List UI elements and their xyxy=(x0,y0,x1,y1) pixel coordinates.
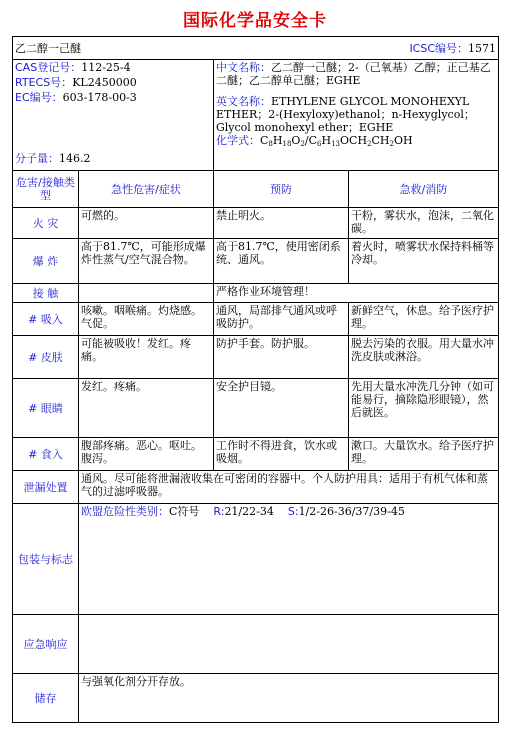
header-acute: 急性危害/症状 xyxy=(79,171,214,208)
hazard-type: # 眼睛 xyxy=(13,379,79,438)
hazard-type: 爆 炸 xyxy=(13,239,79,284)
hazard-prevention: 高于81.7℃，使用密闭系统、通风。 xyxy=(214,239,349,284)
hazard-row-ingestion xyxy=(13,438,499,471)
english-name: 英文名称：ETHYLENE GLYCOL MONOHEXYL ETHER；2-(Hexyloxy)ethanol；n-Hexyglycol；Glycol monohexyl ether；EGHE xyxy=(216,95,475,134)
hazard-first-aid: 漱口。大量饮水。给予医疗护理。 xyxy=(349,438,499,471)
hazard-row-fire xyxy=(13,208,499,239)
hazard-acute: 咳嗽。咽喉痛。灼烧感。气促。 xyxy=(79,303,214,336)
header-prevention: 预防 xyxy=(214,171,349,208)
rtecs-number: RTECS号：KL2450000 xyxy=(15,76,137,89)
hazard-type: 接 触 xyxy=(13,284,79,303)
hazard-row-skin xyxy=(13,336,499,379)
hazard-type: # 吸入 xyxy=(13,303,79,336)
header-first-aid: 急救/消防 xyxy=(349,171,499,208)
hazard-prevention: 防护手套。防护服。 xyxy=(214,336,349,379)
hazard-prevention: 禁止明火。 xyxy=(214,208,349,239)
packaging-label: 包装与标志 xyxy=(13,504,79,615)
emergency-row xyxy=(13,615,499,674)
emergency-label: 应急响应 xyxy=(13,615,79,674)
molecular-weight: 分子量：146.2 xyxy=(15,152,91,165)
hazard-prevention: 工作时不得进食，饮水或吸烟。 xyxy=(214,438,349,471)
chinese-name: 中文名称：乙二醇一己醚；2-（己氧基）乙醇；正己基乙二醚；乙二醇单己醚；EGHE xyxy=(216,61,491,87)
hazard-first-aid: 着火时，喷雾状水保持料桶等冷却。 xyxy=(349,239,499,284)
packaging-row xyxy=(13,504,499,615)
identifiers-cell xyxy=(13,60,214,171)
hazard-prevention: 严格作业环境管理！ xyxy=(214,284,499,303)
hazard-acute: 可能被吸收！发红。疼痛。 xyxy=(79,336,214,379)
cas-number: CAS登记号：112-25-4 xyxy=(15,61,131,74)
hazard-acute: 腹部疼痛。恶心。呕吐。腹泻。 xyxy=(79,438,214,471)
hazard-first-aid: 新鲜空气，休息。给予医疗护理。 xyxy=(349,303,499,336)
card-title: 国际化学品安全卡 xyxy=(183,11,327,31)
hazard-row-explosion xyxy=(13,239,499,284)
spill-row xyxy=(13,471,499,504)
name-bar xyxy=(13,37,499,60)
hazard-type: 火 灾 xyxy=(13,208,79,239)
hazard-row-inhalation xyxy=(13,303,499,336)
ec-number: EC编号：603-178-00-3 xyxy=(15,91,137,104)
identity-row xyxy=(13,60,499,171)
hazard-acute: 可燃的。 xyxy=(79,208,214,239)
icsc-number: ICSC编号：1571 xyxy=(409,41,497,55)
spill-text: 通风。尽可能将泄漏液收集在可密闭的容器中。个人防护用具：适用于有机气体和蒸气的过滤呼吸器。 xyxy=(79,471,499,504)
hazard-acute: 发红。疼痛。 xyxy=(79,379,214,438)
storage-row xyxy=(13,674,499,723)
hazard-acute xyxy=(79,284,214,303)
chemical-name: 乙二醇一己醚 xyxy=(15,41,81,55)
storage-label: 储存 xyxy=(13,674,79,723)
name-bar-row xyxy=(13,37,499,60)
icsc-card-table xyxy=(12,36,499,723)
hazard-row-contact xyxy=(13,284,499,303)
hazard-first-aid: 脱去污染的衣服。用大量水冲洗皮肤或淋浴。 xyxy=(349,336,499,379)
hazard-type: # 食入 xyxy=(13,438,79,471)
storage-text: 与强氧化剂分开存放。 xyxy=(79,674,499,723)
names-cell xyxy=(214,60,499,171)
hazard-first-aid: 先用大量水冲洗几分钟（如可能易行，摘除隐形眼镜），然后就医。 xyxy=(349,379,499,438)
header-type: 危害/接触类型 xyxy=(13,171,79,208)
emergency-text xyxy=(79,615,499,674)
chemical-formula: 化学式：$C_8H_{18}O_2/C_6H_{13}OCH_2CH_2OH$ xyxy=(216,134,413,148)
hazard-first-aid: 干粉，雾状水，泡沫，二氧化碳。 xyxy=(349,208,499,239)
hazard-acute: 高于81.7℃，可能形成爆炸性蒸气/空气混合物。 xyxy=(79,239,214,284)
spill-label: 泄漏处置 xyxy=(13,471,79,504)
formula-value: $C_8H_{18}O_2/C_6H_{13}OCH_2CH_2OH$ xyxy=(260,134,413,148)
hazard-type: # 皮肤 xyxy=(13,336,79,379)
packaging-text: 欧盟危险性类别：C符号 R:21/22-34 S:1/2-26-36/37/39-45 xyxy=(79,504,499,615)
hazard-prevention: 安全护目镜。 xyxy=(214,379,349,438)
hazard-row-eyes xyxy=(13,379,499,438)
hazard-header-row xyxy=(13,171,499,208)
hazard-prevention: 通风，局部排气通风或呼吸防护。 xyxy=(214,303,349,336)
